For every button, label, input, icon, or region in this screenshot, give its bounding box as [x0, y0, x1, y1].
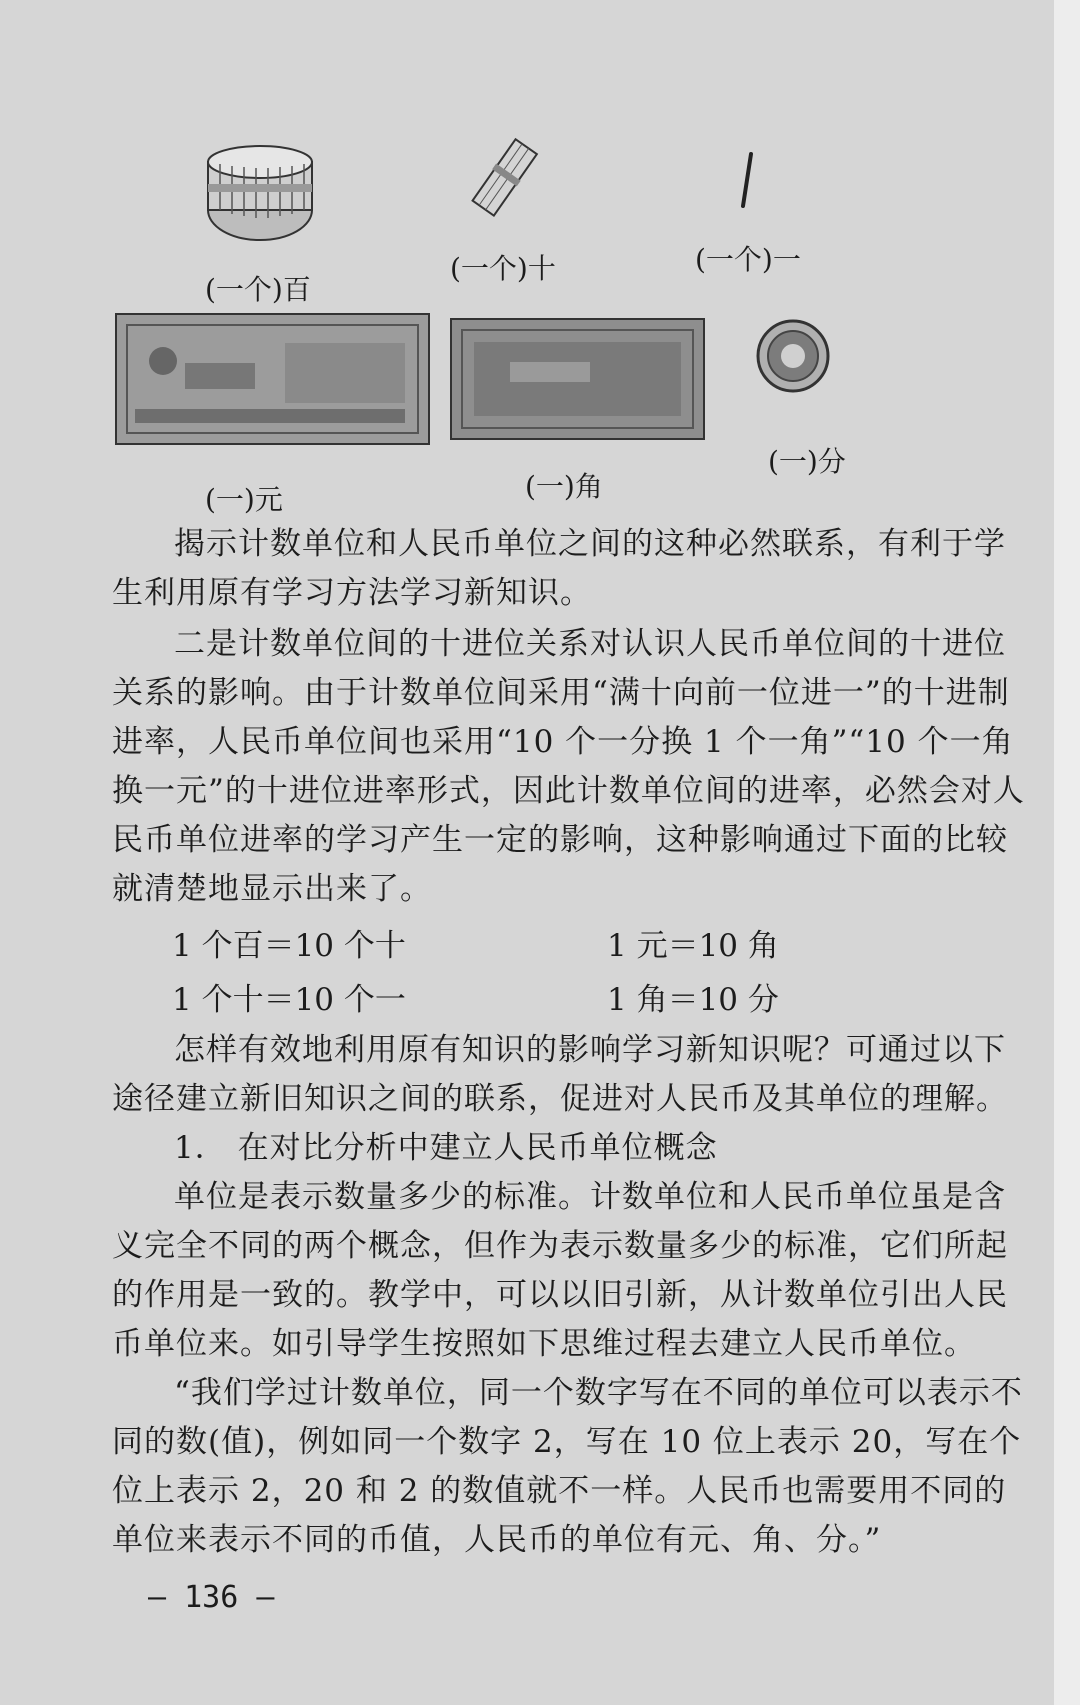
- section-heading: 1． 在对比分析中建立人民币单位概念: [174, 1130, 718, 1166]
- equation-right: 1 元＝10 角: [607, 928, 779, 964]
- yuan-banknote-icon: [115, 313, 430, 445]
- label-yuan: (一)元: [205, 483, 283, 516]
- paragraph-5: “我们学过计数单位，同一个数字写在不同的单位可以表示不同的数(值)，例如同一个数字 2，写在 10 位上表示 20，写在个位上表示 2，20 和 2 的数值就不一样。人民币也需要用不同的单位来表示不同的币值，人民币的单位有元、角、分。”: [112, 1375, 1023, 1558]
- label-ten: (一个)十: [450, 252, 556, 285]
- label-hundred: (一个)百: [205, 273, 311, 306]
- label-jiao: (一)角: [525, 470, 603, 503]
- paragraph-2: 二是计数单位间的十进位关系对认识人民币单位间的十进位关系的影响。由于计数单位间采用“满十向前一位进一”的十进制进率，人民币单位间也采用“10 个一分换 1 个一角”“10 个一角换一元”的十进位进率形式，因此计数单位间的进率，必然会对人民币单位进率的学习产生一定的影响，这种影响通过下面的比较就清楚地显示出来了。: [112, 626, 1025, 907]
- equation-right: 1 角＝10 分: [607, 982, 779, 1018]
- page-edge: [1054, 0, 1080, 1705]
- equation-row-1: [172, 920, 1022, 970]
- equation-left: 1 个十＝10 个一: [172, 982, 406, 1018]
- jiao-banknote-icon: [450, 318, 705, 440]
- stick-bundle-ten-icon: [470, 135, 540, 220]
- fen-coin-icon: [755, 318, 831, 394]
- single-stick-icon: [735, 150, 759, 210]
- paragraph-4: 单位是表示数量多少的标准。计数单位和人民币单位虽是含义完全不同的两个概念，但作为表示数量多少的标准，它们所起的作用是一致的。教学中，可以以旧引新，从计数单位引出人民币单位来。如引导学生按照如下思维过程去建立人民币单位。: [112, 1179, 1008, 1362]
- paragraph-3: 怎样有效地利用原有知识的影响学习新知识呢？可通过以下途径建立新旧知识之间的联系，促进对人民币及其单位的理解。: [112, 1032, 1008, 1117]
- body-text-bottom: [112, 1026, 1032, 1565]
- body-text-top: [112, 520, 1032, 914]
- stick-bundle-hundred-icon: [200, 140, 320, 250]
- label-fen: (一)分: [768, 445, 846, 478]
- equation-row-2: [172, 974, 1022, 1024]
- equation-left: 1 个百＝10 个十: [172, 928, 406, 964]
- label-one: (一个)一: [695, 243, 801, 276]
- page-number: — 136 —: [148, 1580, 275, 1615]
- paragraph-1: 揭示计数单位和人民币单位之间的这种必然联系，有利于学生利用原有学习方法学习新知识。: [112, 526, 1006, 611]
